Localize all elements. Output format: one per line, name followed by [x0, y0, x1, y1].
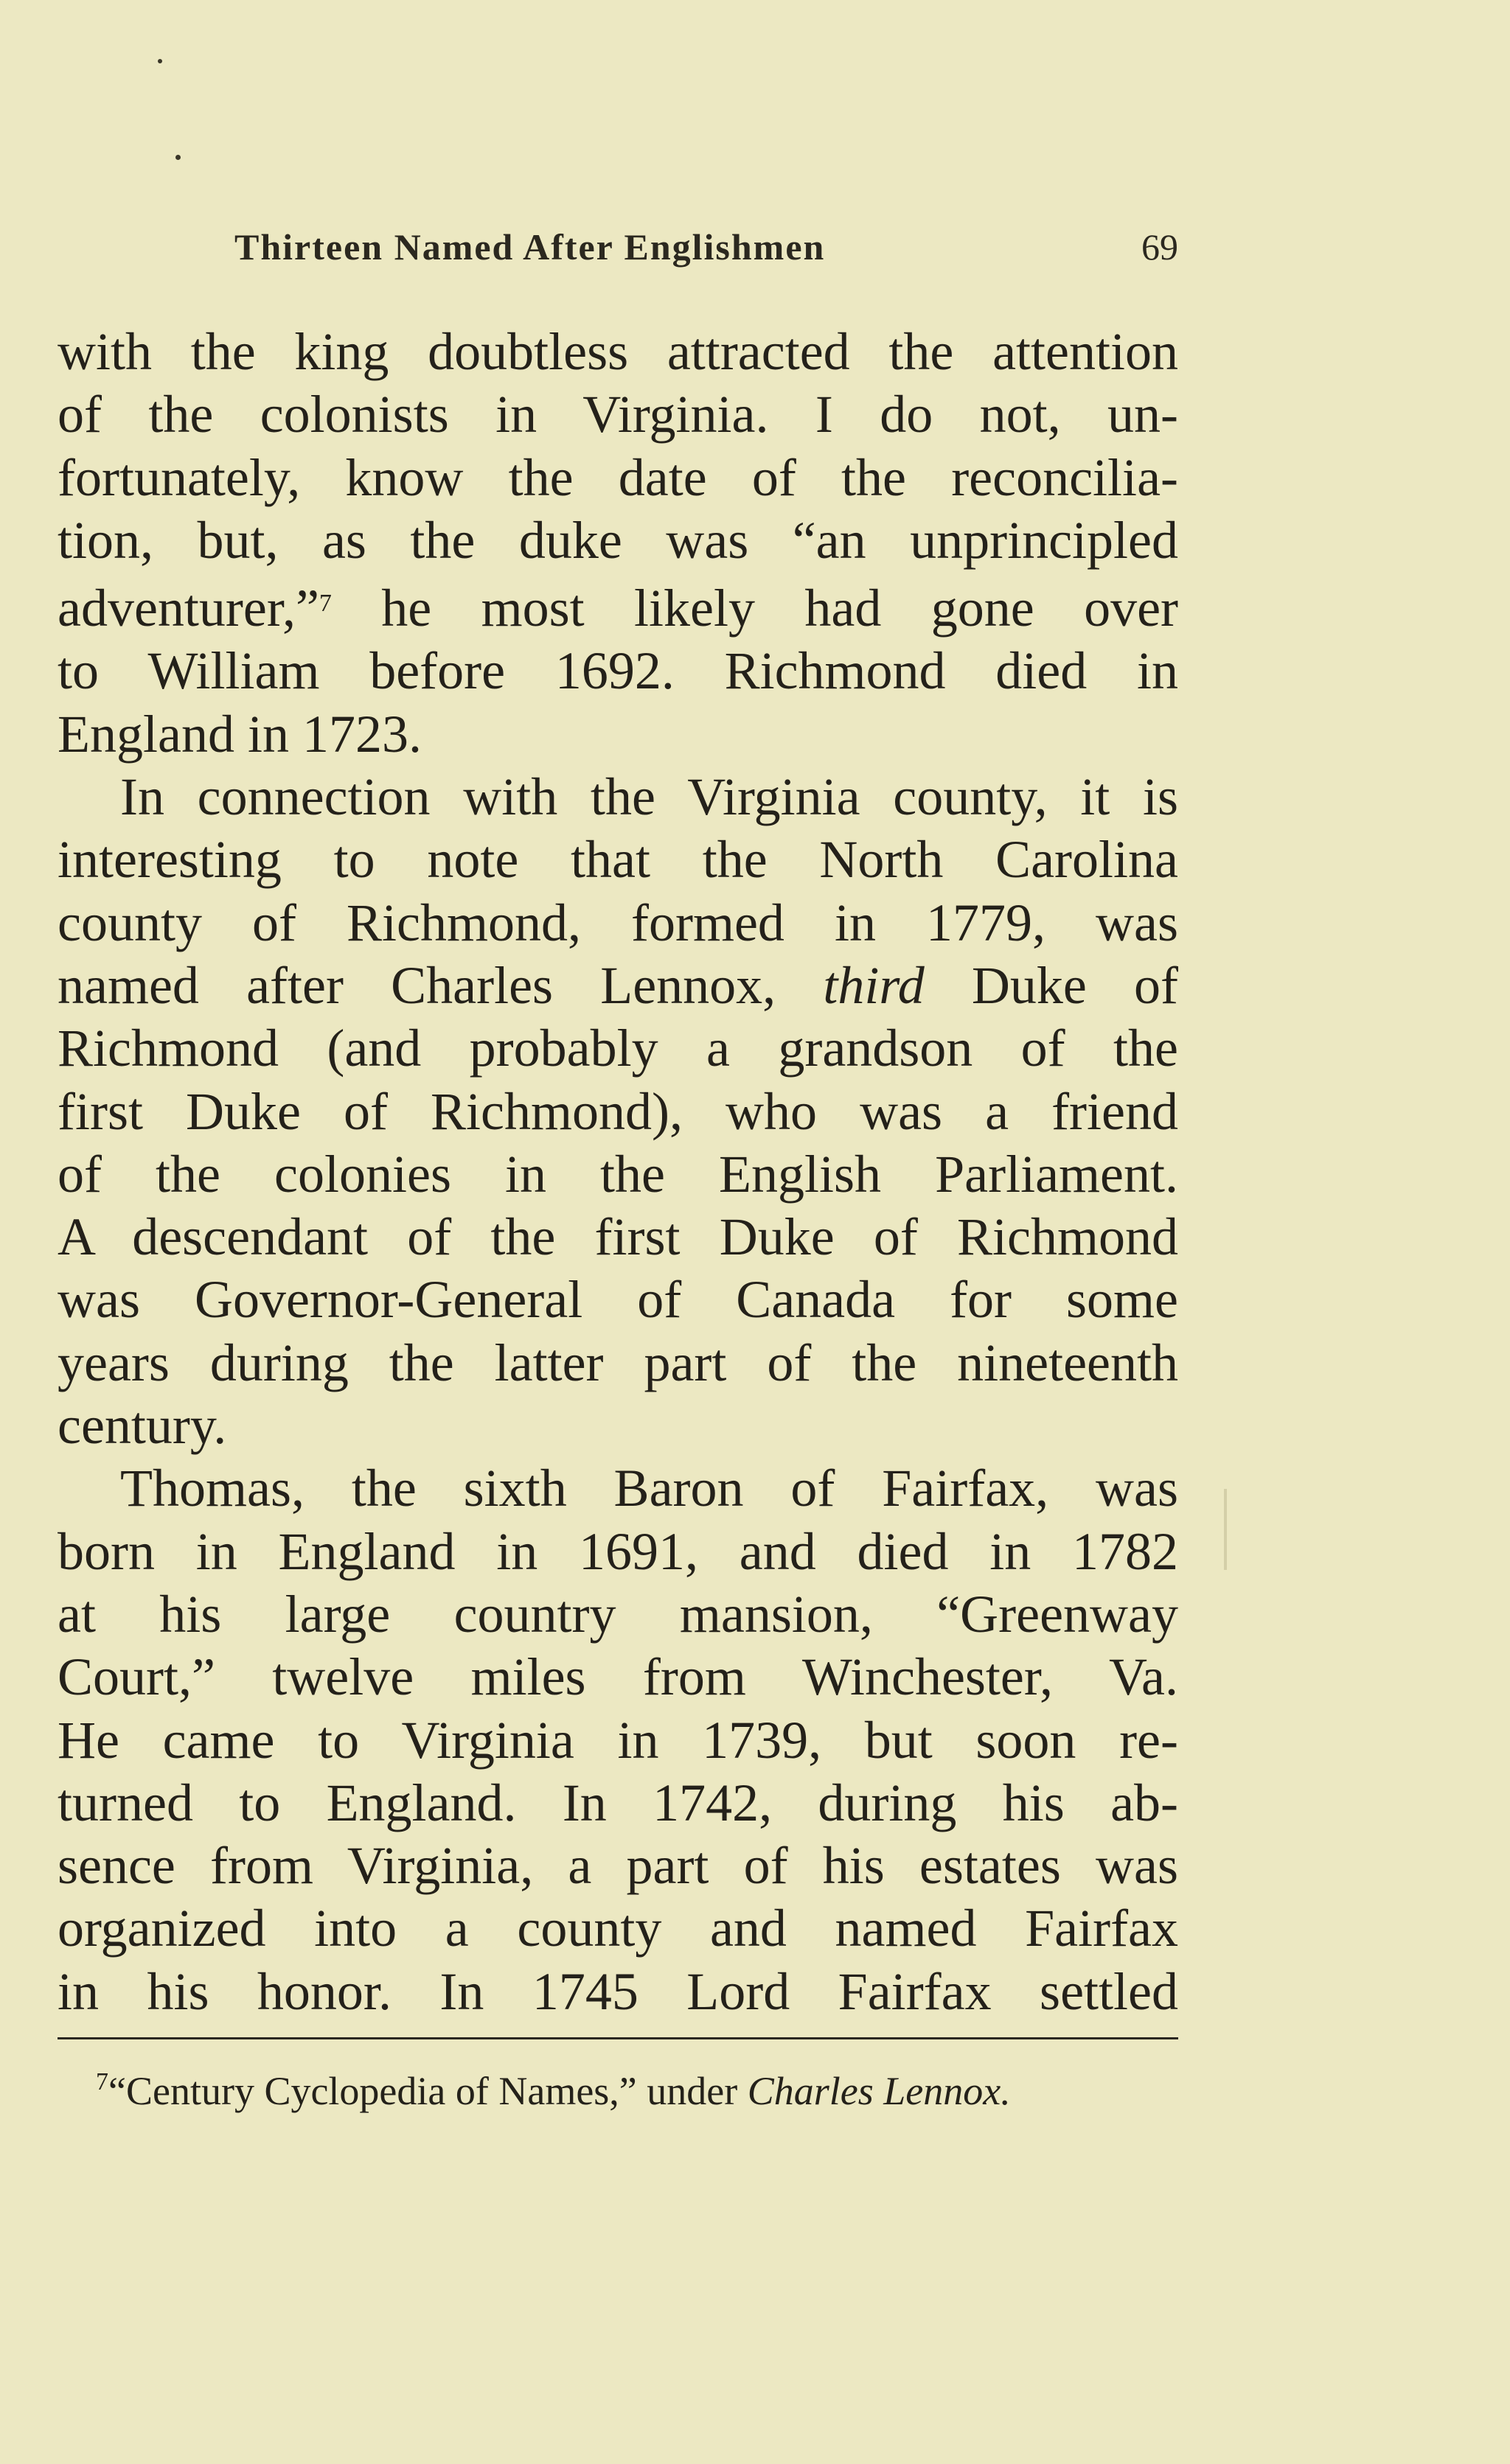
text-line: Thomas, the sixth Baron of Fairfax, was [120, 1459, 1178, 1518]
footnote [96, 2056, 1180, 2117]
margin-mark [1224, 1489, 1227, 1570]
text-line: was Governor-General of Canada for some [58, 1270, 1178, 1330]
paragraph-1 [58, 321, 1178, 766]
text-line: interesting to note that the North Carolina [58, 830, 1178, 890]
footnote-text: “Century Cyclopedia of Names,” under [108, 2069, 738, 2113]
text-line: Court,” twelve miles from Winchester, Va. [58, 1647, 1178, 1707]
paragraph-2 [58, 766, 1178, 1457]
text-line: of the colonies in the English Parliament. [58, 1144, 1178, 1204]
text-line: at his large country mansion, “Greenway [58, 1584, 1178, 1644]
text-fragment: he most likely had gone over [381, 579, 1178, 638]
footnote-number: 7 [96, 2068, 108, 2095]
text-fragment: adventurer,” [58, 579, 319, 638]
text-fragment: named after Charles Lennox, [58, 955, 776, 1015]
footnote-italic: Charles Lennox. [747, 2069, 1011, 2113]
body-text [58, 321, 1178, 2023]
text-line: first Duke of Richmond), who was a friend [58, 1081, 1178, 1141]
paragraph-3 [58, 1457, 1178, 2023]
text-line: organized into a county and named Fairfax [58, 1899, 1178, 1958]
text-line: turned to England. In 1742, during his ab- [58, 1773, 1178, 1832]
text-line: with the king doubtless attracted the attention [58, 322, 1178, 381]
text-line: England in 1723. [58, 704, 422, 764]
page-header [58, 220, 1178, 271]
text-line: in his honor. In 1745 Lord Fairfax settled [58, 1961, 1178, 2021]
text-line: fortunately, know the date of the reconcilia- [58, 447, 1178, 507]
italic-word: third [823, 955, 925, 1015]
text-line: born in England in 1691, and died in 1782 [58, 1521, 1178, 1581]
text-line: tion, but, as the duke was “an unprincipled [58, 510, 1178, 570]
ink-speck [175, 155, 181, 160]
text-line: In connection with the Virginia county, it is [120, 767, 1178, 827]
text-line: sence from Virginia, a part of his estates was [58, 1836, 1178, 1896]
text-line [58, 954, 1178, 1017]
text-line [58, 572, 1178, 640]
text-line: Richmond (and probably a grandson of the [58, 1019, 1178, 1078]
text-line: He came to Virginia in 1739, but soon re- [58, 1710, 1178, 1770]
ink-speck [158, 59, 162, 63]
running-head: Thirteen Named After Englishmen [234, 226, 826, 268]
text-line: century. [58, 1396, 227, 1456]
text-line: A descendant of the first Duke of Richmond [58, 1207, 1178, 1267]
text-line: to William before 1692. Richmond died in [58, 641, 1178, 701]
footnote-divider [58, 2037, 1178, 2039]
footnote-reference: 7 [319, 590, 332, 618]
text-fragment: Duke of [971, 955, 1178, 1015]
page-number: 69 [1141, 226, 1178, 268]
text-line: county of Richmond, formed in 1779, was [58, 893, 1178, 952]
text-line: years during the latter part of the nineteenth [58, 1333, 1178, 1392]
text-line: of the colonists in Virginia. I do not, un- [58, 385, 1178, 444]
